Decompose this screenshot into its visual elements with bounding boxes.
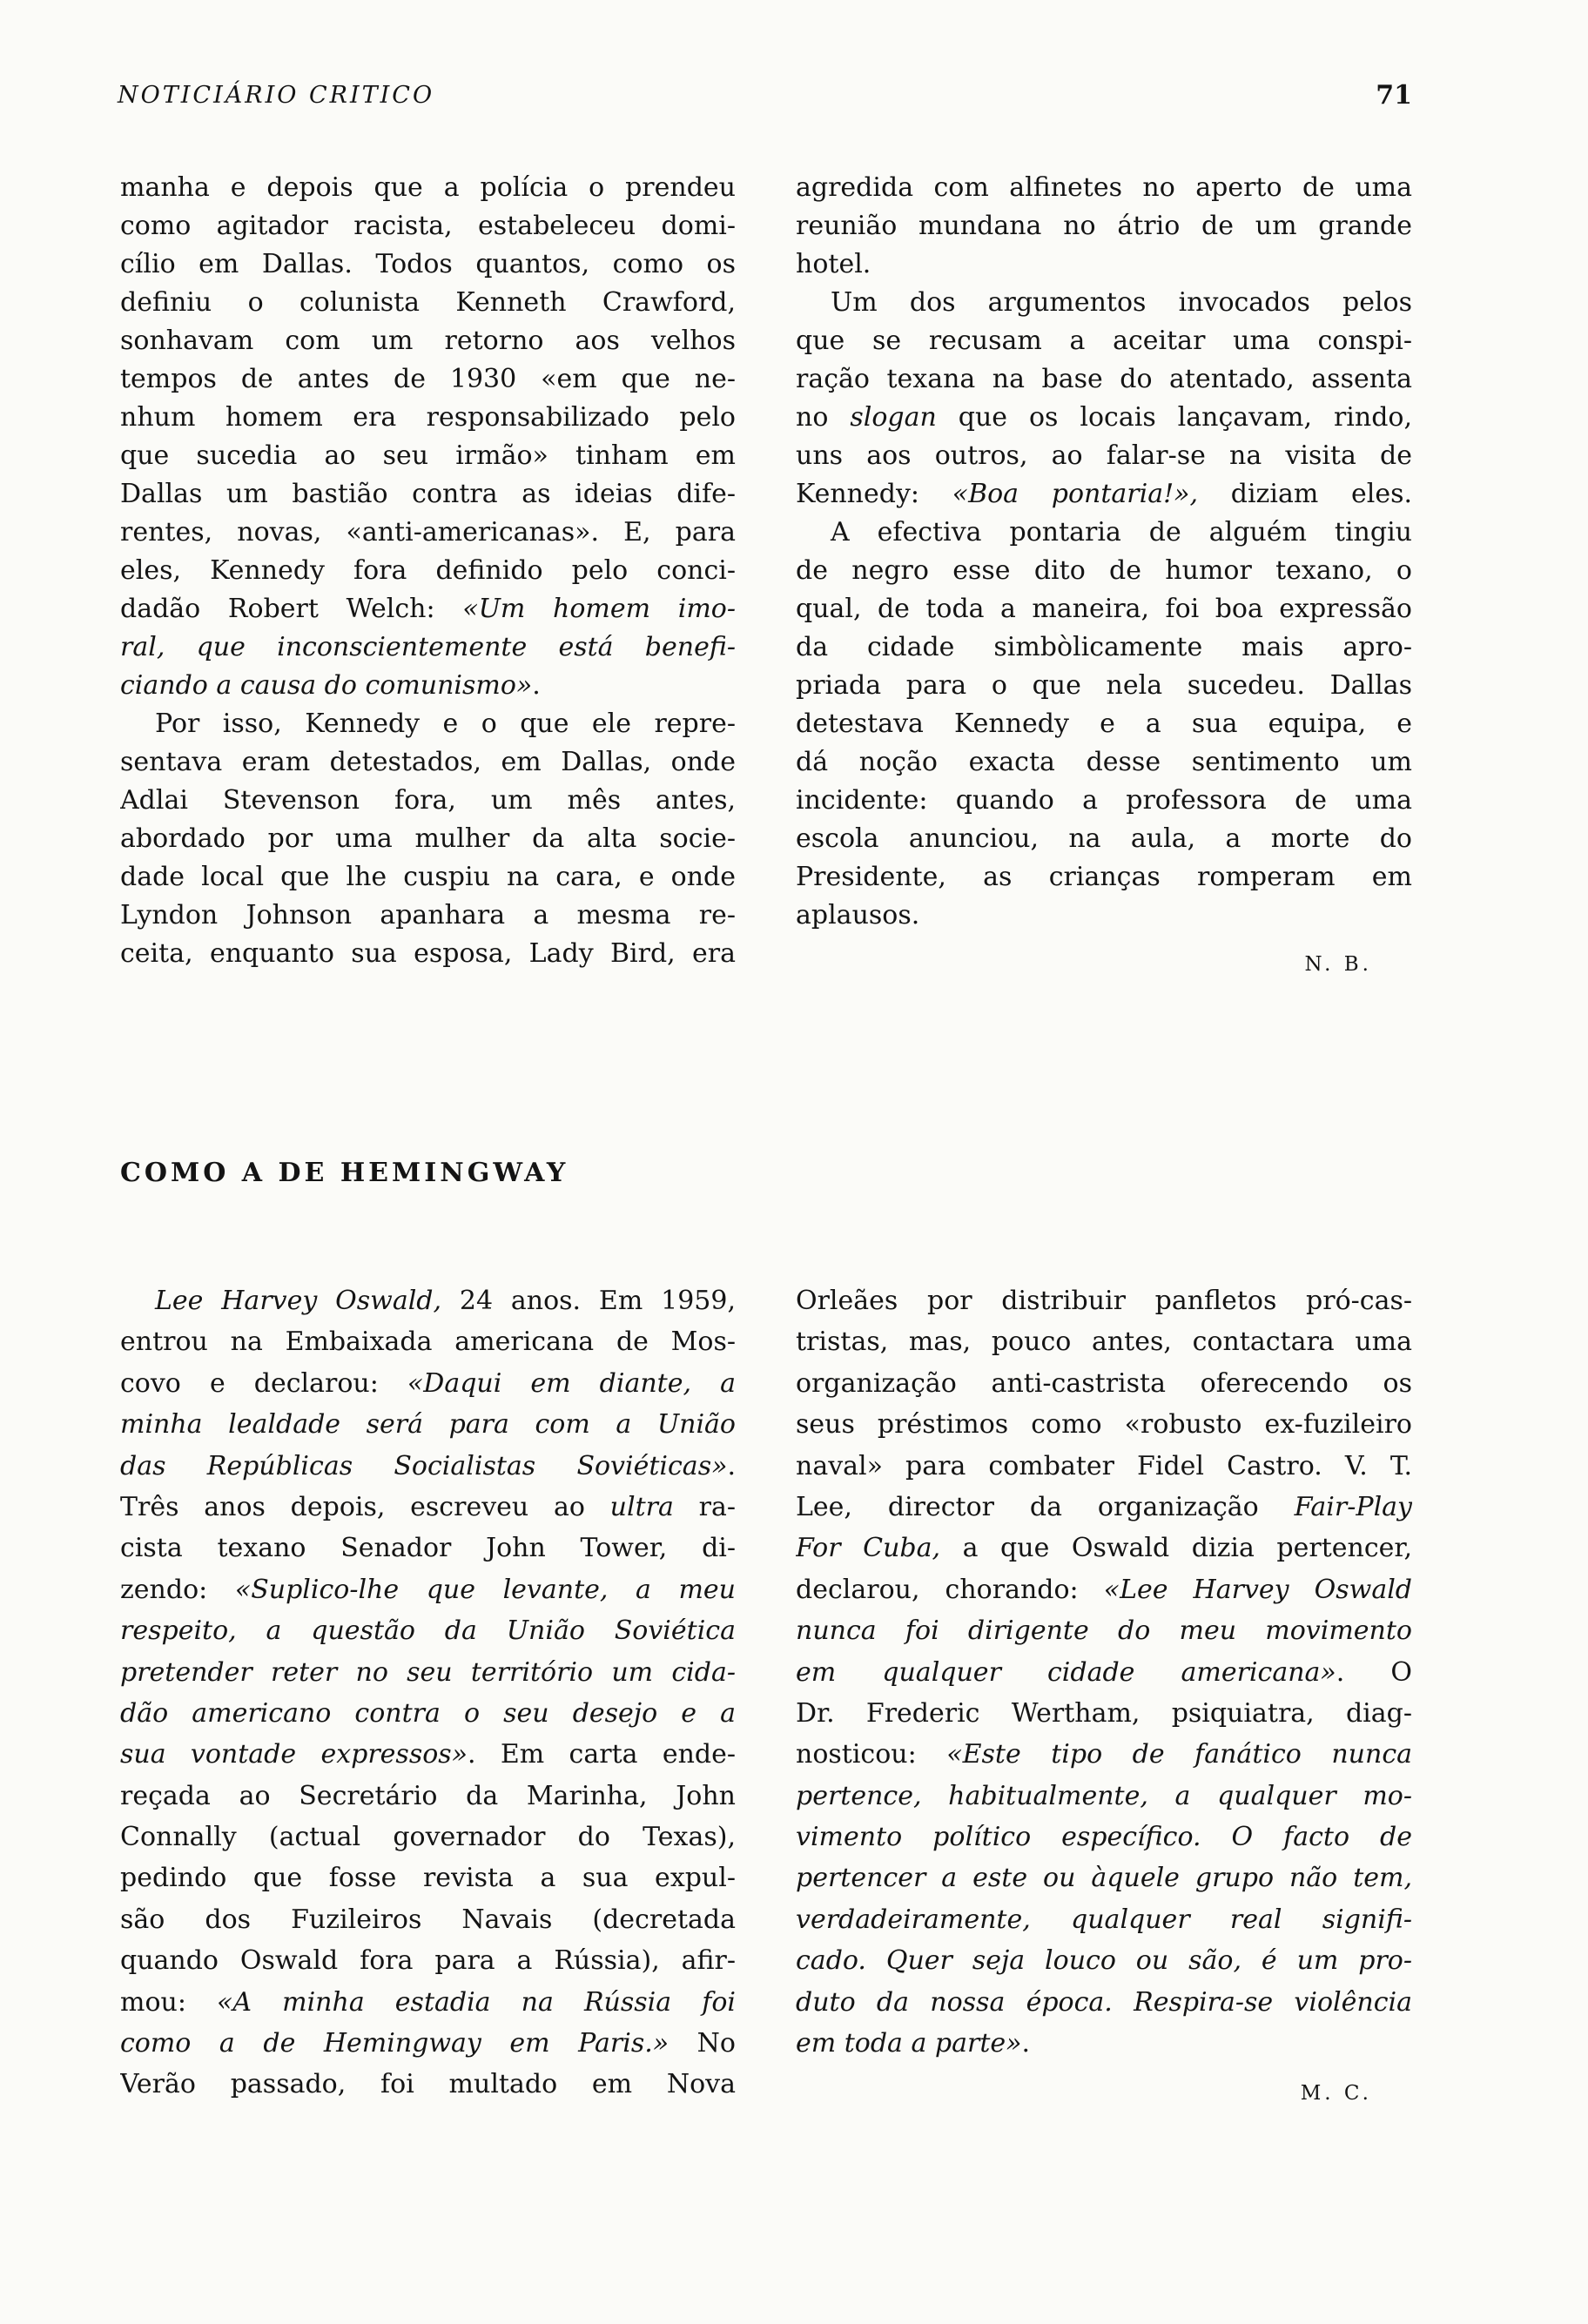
italic-text-run: verdadeiramente, qualquer real signifi- — [796, 1904, 1412, 1935]
text-run: covo e declarou: — [120, 1367, 407, 1399]
text-line: detestava Kennedy e a sua equipa, e — [796, 709, 1412, 739]
text-line: priada para o que nela sucedeu. Dallas — [796, 670, 1412, 701]
text-line: definiu o colunista Kenneth Crawford, — [120, 287, 736, 318]
text-line: tempos de antes de 1930 «em que ne- — [120, 364, 736, 394]
text-line: Por isso, Kennedy e o que ele repre- — [155, 709, 736, 739]
text-line: ração texana na base do atentado, assenta — [796, 364, 1412, 394]
text-line: pedindo que fosse revista a sua expul- — [120, 1863, 736, 1894]
text-line: agredida com alfinetes no aperto de uma — [796, 172, 1412, 203]
text-run: ra- — [673, 1491, 736, 1522]
italic-text-run: ral, que inconscientemente está benefi- — [120, 632, 736, 662]
text-line — [796, 1734, 1412, 1775]
text-line: quando Oswald fora para a Rússia), afir- — [120, 1945, 736, 1977]
italic-text-run: Fair-Play — [1294, 1491, 1412, 1522]
text-line: Adlai Stevenson fora, um mês antes, — [120, 785, 736, 816]
paragraph — [796, 514, 1412, 935]
text-line: naval» para combater Fidel Castro. V. T. — [796, 1450, 1412, 1481]
italic-text-run: sua vontade expressos» — [120, 1739, 468, 1770]
text-run: a que Oswald dizia pertencer, — [940, 1533, 1412, 1564]
text-line: de negro esse dito de humor texano, o — [796, 555, 1412, 586]
paragraph — [120, 169, 736, 705]
italic-text-run: cado. Quer seja louco ou são, é um pro- — [796, 1945, 1412, 1977]
paragraph — [120, 705, 736, 973]
italic-text-run: dão americano contra o seu desejo e a — [120, 1697, 736, 1729]
text-run: diziam eles. — [1198, 479, 1412, 509]
text-line: dá noção exacta desse sentimento um — [796, 747, 1412, 777]
text-line — [796, 1610, 1412, 1651]
text-line: hotel. — [796, 249, 871, 279]
text-line: nhum homem era responsabilizado pelo — [120, 402, 736, 433]
text-line: aplausos. — [796, 900, 920, 930]
text-line: dade local que lhe cuspiu na cara, e onde — [120, 862, 736, 892]
article-2-left-column — [120, 1280, 736, 2106]
text-run: Três anos depois, escreveu ao — [120, 1491, 610, 1522]
text-line: seus préstimos como «robusto ex-fuzileiro — [796, 1409, 1412, 1441]
paragraph — [120, 1280, 736, 2106]
article-2-heading: COMO A DE HEMINGWAY — [120, 1158, 569, 1188]
italic-text-run: «A minha estadia na Rússia foi — [217, 1986, 736, 2018]
text-line: são dos Fuzileiros Navais (decretada — [120, 1904, 736, 1935]
text-line — [120, 1363, 736, 1404]
text-line — [120, 1280, 736, 1321]
text-line: que sucedia ao seu irmão» tinham em — [120, 440, 736, 471]
running-title: NOTICIÁRIO CRITICO — [118, 82, 435, 109]
text-line: cílio em Dallas. Todos quantos, como os — [120, 249, 736, 279]
text-run: No — [669, 2028, 736, 2059]
italic-text-run: Lee Harvey Oswald, — [155, 1286, 442, 1316]
text-line — [796, 1652, 1412, 1693]
text-line: Orleães por distribuir panfletos pró-cas- — [796, 1286, 1412, 1316]
text-line — [796, 1528, 1412, 1568]
text-run: . — [532, 670, 541, 701]
text-line: Verão passado, foi multado em Nova — [120, 2069, 736, 2100]
article-1-signature: N. B. — [1304, 953, 1372, 976]
text-run: mou: — [120, 1986, 218, 2018]
page-number: 71 — [1376, 80, 1412, 111]
text-line: Presidente, as crianças romperam em — [796, 862, 1412, 892]
text-run: declarou, chorando: — [796, 1574, 1104, 1605]
text-line — [120, 1652, 736, 1693]
paragraph — [796, 1280, 1412, 2064]
text-line — [120, 1982, 736, 2023]
text-run: . O — [1336, 1656, 1412, 1688]
italic-text-run: das Repúblicas Socialistas Soviéticas» — [120, 1450, 728, 1481]
text-run: Kennedy: — [796, 479, 952, 509]
text-line — [796, 1940, 1412, 1981]
text-line — [120, 1446, 736, 1487]
text-line: cista texano Senador John Tower, di- — [120, 1533, 736, 1564]
italic-text-run: «Este tipo de fanático nunca — [946, 1739, 1412, 1770]
text-line — [120, 1610, 736, 1651]
italic-text-run: respeito, a questão da União Soviética — [120, 1615, 736, 1647]
text-line: abordado por uma mulher da alta socie- — [120, 823, 736, 854]
text-line — [796, 1982, 1412, 2023]
article-1-right-column — [796, 169, 1412, 935]
text-line: reunião mundana no átrio de um grande — [796, 211, 1412, 241]
article-1-left-column — [120, 169, 736, 973]
italic-text-run: «Um homem imo- — [462, 594, 736, 624]
text-run: que os locais lançavam, rindo, — [936, 402, 1412, 433]
text-line — [796, 1817, 1412, 1857]
italic-text-run: «Suplico-lhe que levante, a meu — [234, 1574, 736, 1605]
text-line — [796, 2023, 1412, 2064]
text-line: qual, de toda a maneira, foi boa expressão — [796, 594, 1412, 624]
text-line — [120, 628, 736, 667]
italic-text-run: vimento político específico. O facto de — [796, 1822, 1412, 1853]
paragraph — [796, 169, 1412, 284]
text-line: sentava eram detestados, em Dallas, onde — [120, 747, 736, 777]
text-run: zendo: — [120, 1574, 235, 1605]
text-line — [796, 1487, 1412, 1528]
text-line: A efectiva pontaria de alguém tingiu — [831, 517, 1412, 547]
text-line: Lyndon Johnson apanhara a mesma re- — [120, 900, 736, 930]
text-line — [796, 475, 1412, 514]
text-line: como agitador racista, estabeleceu domi- — [120, 211, 736, 241]
text-line — [796, 1776, 1412, 1817]
italic-text-run: «Lee Harvey Oswald — [1103, 1574, 1412, 1605]
italic-text-run: «Boa pontaria!», — [952, 479, 1199, 509]
text-line: Um dos argumentos invocados pelos — [831, 287, 1412, 318]
text-line: Connally (actual governador do Texas), — [120, 1822, 736, 1853]
italic-text-run: For Cuba, — [796, 1533, 941, 1564]
text-line — [120, 667, 736, 705]
text-line: eles, Kennedy fora definido pelo conci- — [120, 555, 736, 586]
text-run: 24 anos. Em 1959, — [441, 1286, 736, 1316]
text-run: no — [796, 402, 851, 433]
text-line: Dr. Frederic Wertham, psiquiatra, diag- — [796, 1697, 1412, 1729]
text-run: . Em carta ende- — [468, 1739, 736, 1770]
italic-text-run: pretender reter no seu território um cida- — [120, 1656, 736, 1688]
text-line: organização anti-castrista oferecendo os — [796, 1367, 1412, 1399]
text-line: tristas, mas, pouco antes, contactara uma — [796, 1327, 1412, 1358]
text-line — [120, 2023, 736, 2064]
text-line: da cidade simbòlicamente mais apro- — [796, 632, 1412, 662]
text-line: escola anunciou, na aula, a morte do — [796, 823, 1412, 854]
italic-text-run: nunca foi dirigente do meu movimento — [796, 1615, 1412, 1647]
text-run: dadão Robert Welch: — [120, 594, 463, 624]
italic-text-run: ultra — [609, 1491, 674, 1522]
text-line: rentes, novas, «anti-americanas». E, para — [120, 517, 736, 547]
text-line — [796, 1857, 1412, 1898]
italic-text-run: como a de Hemingway em Paris.» — [120, 2028, 670, 2059]
text-line: uns aos outros, ao falar-se na visita de — [796, 440, 1412, 471]
text-line — [120, 1487, 736, 1528]
italic-text-run: slogan — [850, 402, 937, 433]
text-line: reçada ao Secretário da Marinha, John — [120, 1780, 736, 1811]
text-run: nosticou: — [796, 1739, 947, 1770]
text-line — [120, 1404, 736, 1445]
text-line — [796, 399, 1412, 437]
text-line: ceita, enquanto sua esposa, Lady Bird, era — [120, 938, 736, 969]
text-line: incidente: quando a professora de uma — [796, 785, 1412, 816]
text-line: Dallas um bastião contra as ideias dife- — [120, 479, 736, 509]
text-run: . — [727, 1450, 736, 1481]
italic-text-run: minha lealdade será para com a União — [120, 1409, 736, 1441]
text-run: Lee, director da organização — [796, 1491, 1295, 1522]
italic-text-run: pertence, habitualmente, a qualquer mo- — [796, 1780, 1412, 1811]
text-line — [120, 1569, 736, 1610]
italic-text-run: ciando a causa do comunismo» — [120, 670, 533, 701]
italic-text-run: em qualquer cidade americana» — [796, 1656, 1336, 1688]
italic-text-run: «Daqui em diante, a — [407, 1367, 736, 1399]
text-line: entrou na Embaixada americana de Mos- — [120, 1327, 736, 1358]
italic-text-run: duto da nossa época. Respira-se violência — [796, 1986, 1412, 2018]
paragraph — [796, 284, 1412, 514]
italic-text-run: pertencer a este ou àquele grupo não tem, — [796, 1863, 1412, 1894]
text-line — [796, 1569, 1412, 1610]
text-line: que se recusam a aceitar uma conspi- — [796, 326, 1412, 356]
text-line — [120, 1693, 736, 1734]
text-line — [120, 590, 736, 628]
text-run: . — [1021, 2028, 1031, 2059]
text-line — [120, 1734, 736, 1775]
text-line: manha e depois que a polícia o prendeu — [120, 172, 736, 203]
article-2-signature: M. C. — [1300, 2082, 1372, 2105]
text-line: sonhavam com um retorno aos velhos — [120, 326, 736, 356]
text-line — [796, 1899, 1412, 1940]
italic-text-run: em toda a parte» — [796, 2028, 1022, 2059]
article-2-right-column — [796, 1280, 1412, 2064]
